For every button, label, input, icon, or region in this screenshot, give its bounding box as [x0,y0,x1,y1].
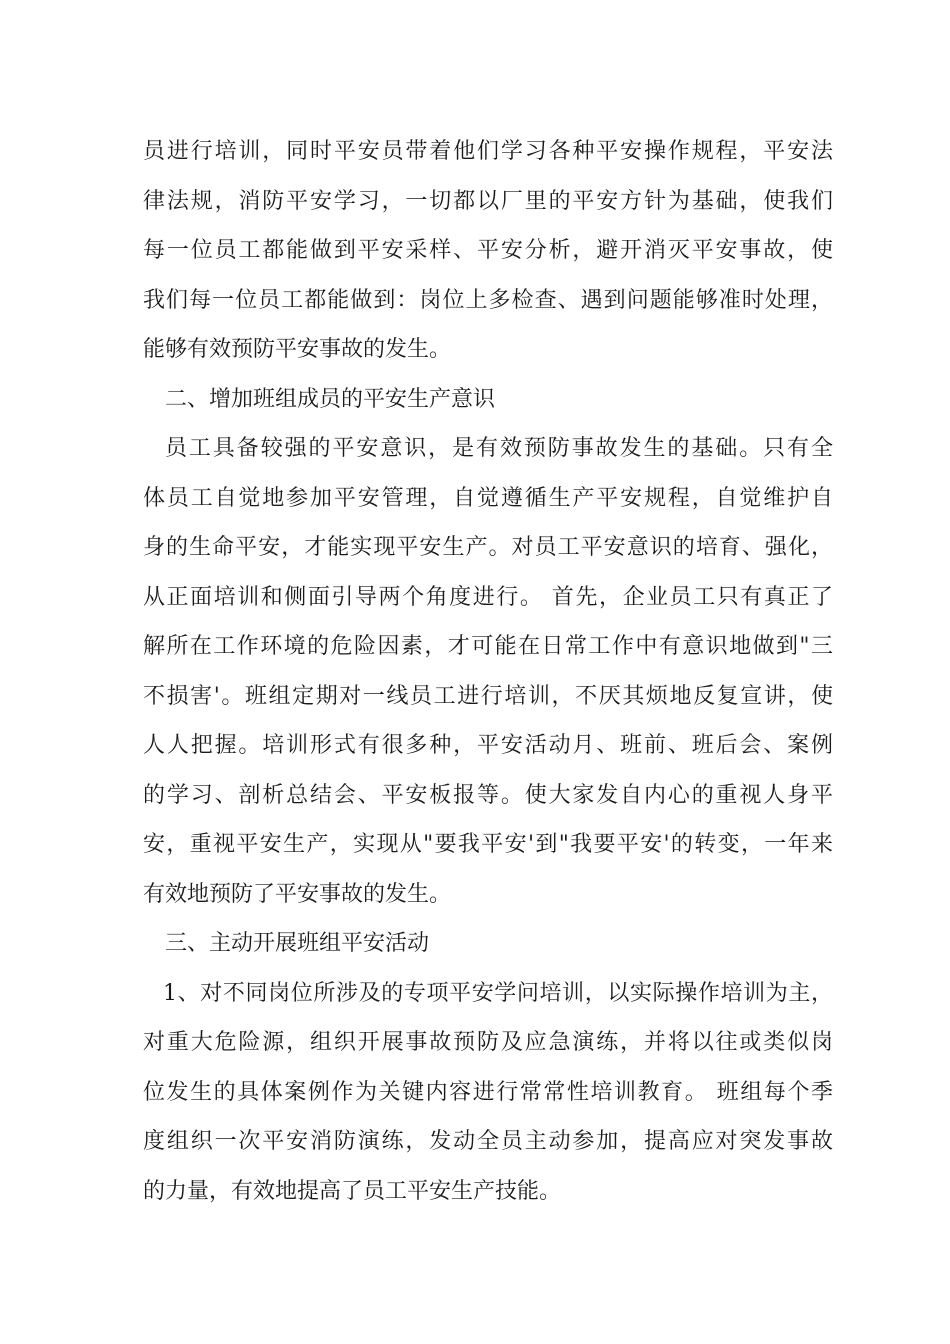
paragraph-line: 的学习、剖析总结会、平安板报等。使大家发自内心的重视人身平 [143,782,833,808]
paragraph-line: 对重大危险源，组织开展事故预防及应急演练，并将以往或类似岗 [143,1030,833,1055]
paragraph-line: 位发生的具体案例作为关键内容进行常常性培训教育。 班组每个季 [143,1079,833,1105]
paragraph-line: 安，重视平安生产，实现从"要我平安'到"我要平安'的转变，一年来 [143,832,833,857]
paragraph-line: 能够有效预防平安事故的发生。 [143,337,452,362]
paragraph-line: 每一位员工都能做到平安采样、平安分析，避开消灭平安事故，使 [143,238,833,263]
paragraph-line: 员工具备较强的平安意识，是有效预防事故发生的基础。只有全 [165,436,833,461]
document-body [143,127,833,1216]
paragraph-line: 人人把握。培训形式有很多种，平安活动月、班前、班后会、案例 [143,733,833,758]
section-heading: 三、主动开展班组平安活动 [165,931,430,956]
paragraph-line: 1、对不同岗位所涉及的专项平安学问培训，以实际操作培训为主， [163,980,833,1006]
paragraph-line: 有效地预防了平安事故的发生。 [143,881,452,907]
paragraph-line: 律法规，消防平安学习，一切都以厂里的平安方针为基础，使我们 [143,188,833,214]
paragraph-line: 解所在工作环境的危险因素，才可能在日常工作中有意识地做到"三 [143,634,833,659]
paragraph-line: 度组织一次平安消防演练，发动全员主动参加，提高应对突发事故 [143,1129,833,1154]
section-heading: 二、增加班组成员的平安生产意识 [165,386,496,412]
paragraph-line: 身的生命平安，才能实现平安生产。对员工平安意识的培育、强化， [143,535,833,560]
paragraph-line: 不损害'。班组定期对一线员工进行培训，不厌其烦地反复宣讲，使 [143,683,833,709]
paragraph-line: 从正面培训和侧面引导两个角度进行。 首先，企业员工只有真正了 [143,584,833,610]
paragraph-line: 员进行培训，同时平安员带着他们学习各种平安操作规程，平安法 [143,139,833,164]
paragraph-line: 的力量，有效地提高了员工平安生产技能。 [143,1178,562,1204]
paragraph-line: 我们每一位员工都能做到：岗位上多检查、遇到问题能够准时处理， [143,287,833,313]
paragraph-line: 体员工自觉地参加平安管理，自觉遵循生产平安规程，自觉维护自 [143,485,833,511]
